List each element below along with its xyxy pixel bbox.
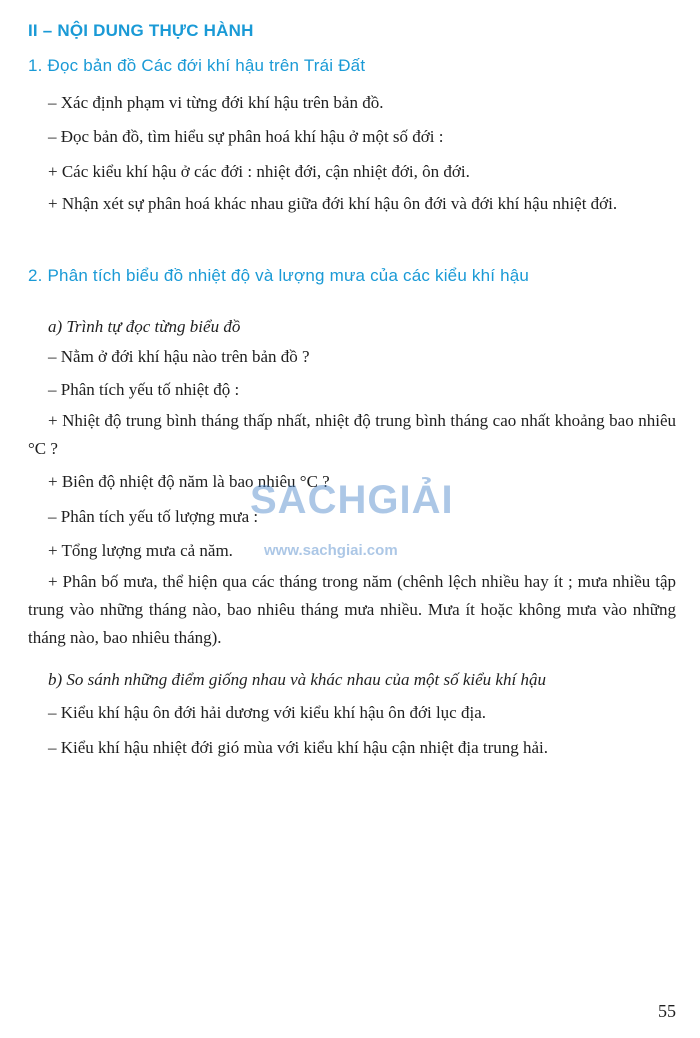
section-heading: II – NỘI DUNG THỰC HÀNH xyxy=(28,21,254,40)
part2a-line-6: + Tổng lượng mưa cả năm. xyxy=(48,541,233,560)
part2b-line-2: – Kiểu khí hậu nhiệt đới gió mùa với kiểu khí hậu cận nhiệt địa trung hải. xyxy=(48,738,549,757)
part1-line-2: – Đọc bản đồ, tìm hiểu sự phân hoá khí hậu ở một số đới : xyxy=(48,127,444,146)
part1-line-4: + Nhận xét sự phân hoá khác nhau giữa đới khí hậu ôn đới và đới khí hậu nhiệt đới. xyxy=(48,194,618,213)
part2a-line-4: + Biên độ nhiệt độ năm là bao nhiêu °C ? xyxy=(48,472,330,491)
part2a-title: a) Trình tự đọc từng biểu đồ xyxy=(48,317,241,336)
part2b-line-1: – Kiểu khí hậu ôn đới hải dương với kiểu khí hậu ôn đới lục địa. xyxy=(48,703,486,722)
part2a-line-1: – Nằm ở đới khí hậu nào trên bản đồ ? xyxy=(48,347,310,366)
page-number: 55 xyxy=(658,1001,676,1021)
part1-line-1: – Xác định phạm vi từng đới khí hậu trên bản đồ. xyxy=(48,93,384,112)
part2a-line-2: – Phân tích yếu tố nhiệt độ : xyxy=(48,380,240,399)
watermark-url: www.sachgiai.com xyxy=(264,542,398,559)
watermark-logo: SACHGIẢI xyxy=(250,478,454,522)
part1-heading: 1. Đọc bản đồ Các đới khí hậu trên Trái Đất xyxy=(28,56,366,75)
part1-line-3: + Các kiểu khí hậu ở các đới : nhiệt đới, cận nhiệt đới, ôn đới. xyxy=(48,162,470,181)
part2a-line-3: + Nhiệt độ trung bình tháng thấp nhất, nhiệt độ trung bình tháng cao nhất khoảng bao nhiêu °C ? xyxy=(28,411,676,458)
part2a-line-7: + Phân bố mưa, thể hiện qua các tháng trong năm (chênh lệch nhiều hay ít ; mưa nhiều tập trung vào những tháng nào, bao nhiêu tháng mưa nhiều. Mưa ít hoặc không mưa vào những tháng nào, bao nhiêu tháng). xyxy=(28,572,676,647)
part2a-line-5: – Phân tích yếu tố lượng mưa : xyxy=(48,507,259,526)
part2b-title: b) So sánh những điểm giống nhau và khác nhau của một số kiểu khí hậu xyxy=(48,670,546,689)
part2-heading: 2. Phân tích biểu đồ nhiệt độ và lượng mưa của các kiểu khí hậu xyxy=(28,266,530,285)
